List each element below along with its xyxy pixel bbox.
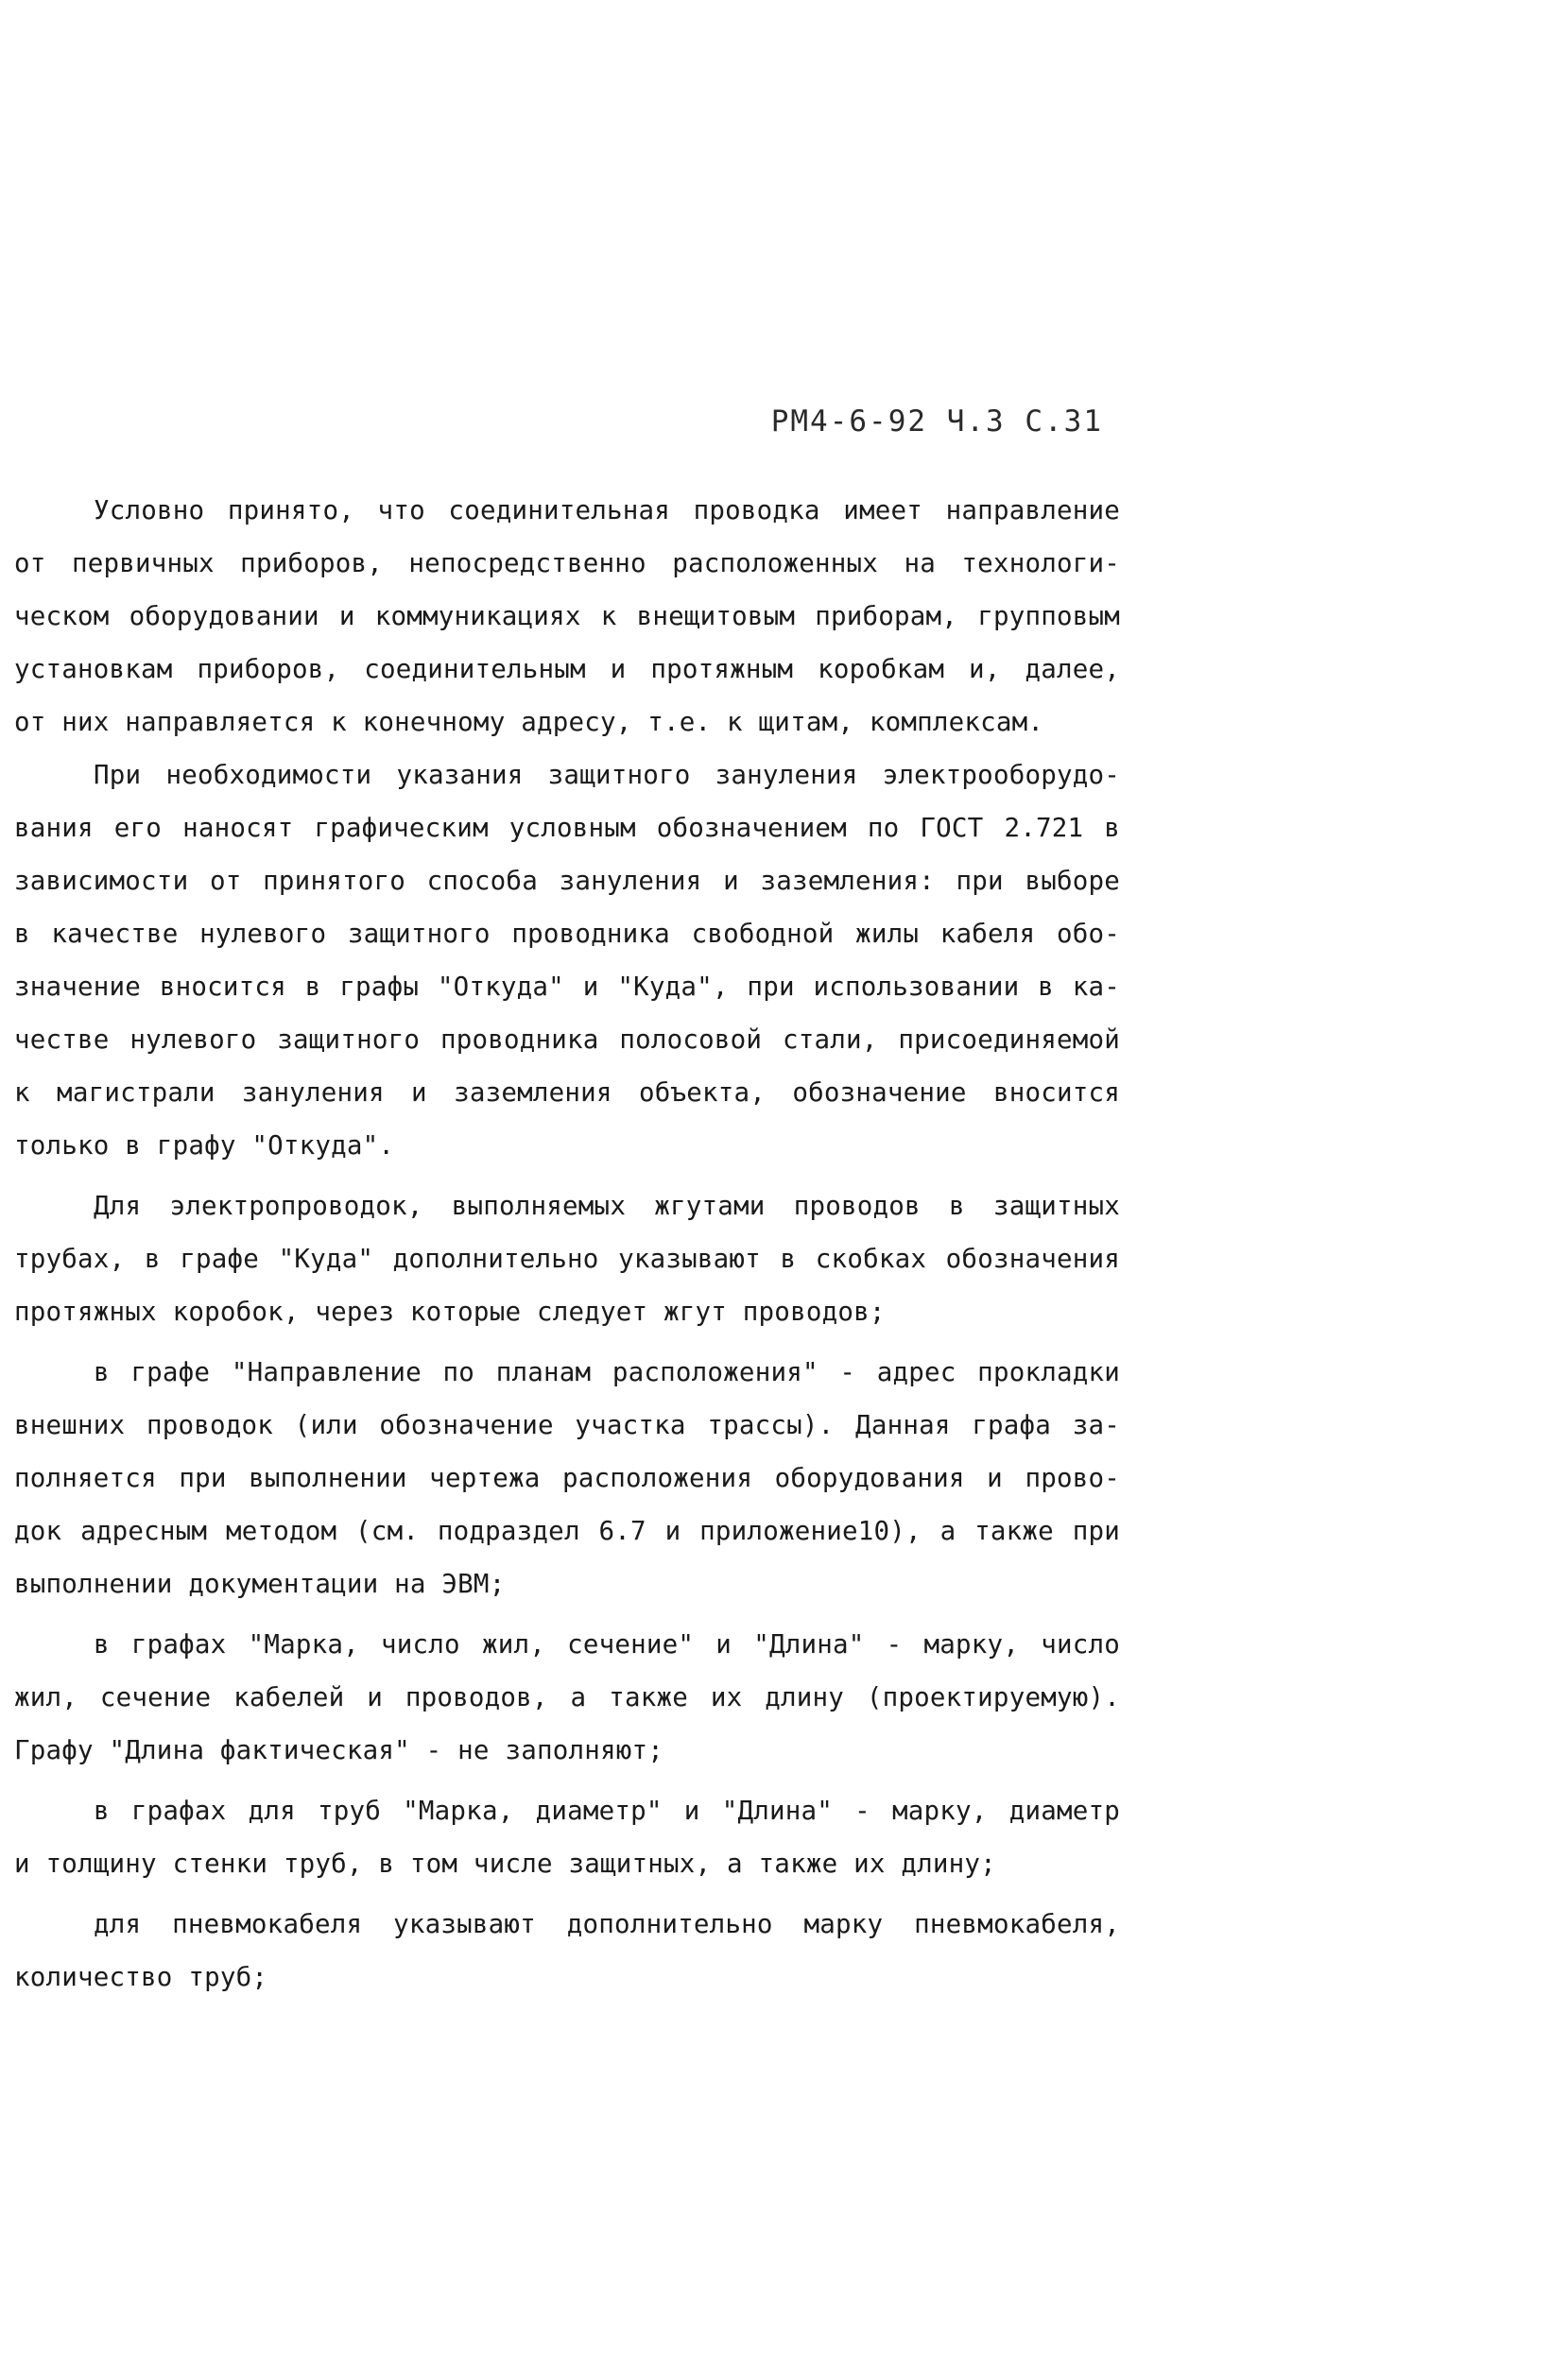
text-line: в графах "Марка, число жил, сечение" и "Длина" - марку, число [94, 1629, 1120, 1660]
text-line: При необходимости указания защитного зануления электрооборудо- [94, 760, 1120, 790]
text-line: трубах, в графе "Куда" дополнительно указывают в скобках обозначения [14, 1244, 1120, 1274]
text-line: в графе "Направление по планам расположения" - адрес прокладки [94, 1357, 1120, 1387]
document-body [14, 484, 1120, 2004]
text-line: установкам приборов, соединительным и протяжным коробкам и, далее, [14, 654, 1120, 684]
text-line: зависимости от принятого способа зануления и заземления: при выборе [14, 866, 1120, 896]
text-line: от них направляется к конечному адресу, т.е. к щитам, комплексам. [14, 707, 1044, 737]
text-line: в качестве нулевого защитного проводника свободной жилы кабеля обо- [14, 919, 1120, 949]
text-line: ческом оборудовании и коммуникациях к внещитовым приборам, групповым [14, 601, 1120, 631]
paragraph [14, 484, 1120, 748]
text-line: протяжных коробок, через которые следует жгут проводов; [14, 1297, 886, 1327]
text-line: док адресным методом (см. подраздел 6.7 и приложение10), а также при [14, 1516, 1120, 1546]
text-line: от первичных приборов, непосредственно расположенных на технологи- [14, 548, 1120, 578]
text-line: жил, сечение кабелей и проводов, а также их длину (проектируемую). [14, 1682, 1120, 1712]
text-line: для пневмокабеля указывают дополнительно марку пневмокабеля, [94, 1909, 1120, 1939]
paragraph [14, 1346, 1120, 1610]
text-line: честве нулевого защитного проводника полосовой стали, присоединяемой [14, 1024, 1120, 1055]
text-line: значение вносится в графы "Откуда" и "Куда", при использовании в ка- [14, 972, 1120, 1002]
text-line: Для электропроводок, выполняемых жгутами проводов в защитных [94, 1191, 1120, 1221]
paragraph [14, 1784, 1120, 1890]
text-line: Графу "Длина фактическая" - не заполняют; [14, 1735, 664, 1765]
text-line: полняется при выполнении чертежа расположения оборудования и прово- [14, 1463, 1120, 1493]
text-line: внешних проводок (или обозначение участка трассы). Данная графа за- [14, 1410, 1120, 1440]
text-line: к магистрали зануления и заземления объекта, обозначение вносится [14, 1077, 1120, 1108]
text-line: и толщину стенки труб, в том числе защитных, а также их длину; [14, 1849, 996, 1879]
text-line: в графах для труб "Марка, диаметр" и "Длина" - марку, диаметр [94, 1796, 1120, 1826]
text-line: количество труб; [14, 1962, 268, 1992]
paragraph [14, 748, 1120, 1172]
page-header-code: РМ4-6-92 Ч.3 С.31 [770, 404, 1103, 439]
paragraph [14, 1618, 1120, 1777]
paragraph [14, 1179, 1120, 1338]
text-line: выполнении документации на ЭВМ; [14, 1569, 506, 1599]
text-line: вания его наносят графическим условным обозначением по ГОСТ 2.721 в [14, 813, 1120, 843]
text-line: только в графу "Откуда". [14, 1130, 395, 1161]
text-line: Условно принято, что соединительная проводка имеет направление [94, 495, 1120, 525]
paragraph [14, 1898, 1120, 2004]
